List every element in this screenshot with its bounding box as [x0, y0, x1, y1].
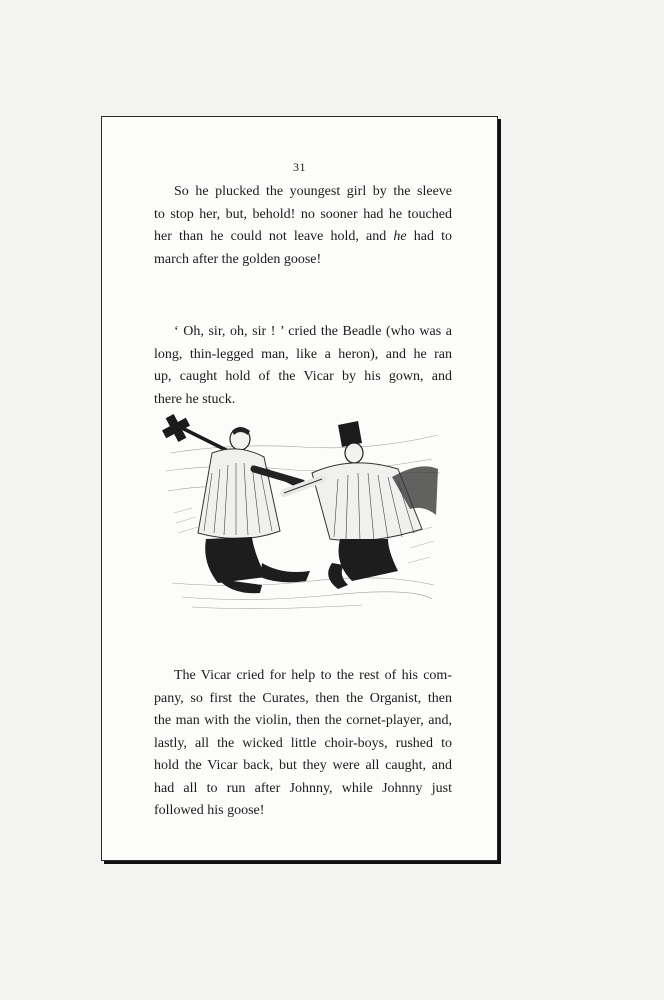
page-number: 31: [293, 160, 306, 174]
text-line: lastly, all the wicked little choir-boys, rushed to: [154, 735, 452, 751]
text-line: to stop her, but, behold! no sooner had he touched: [154, 206, 452, 222]
paragraph-beadle: [154, 321, 452, 411]
text-line: The Vicar cried for help to the rest of his com-: [174, 668, 452, 683]
illustration-beadle-and-vicar: [162, 413, 444, 615]
text-line: [154, 226, 452, 249]
text-line: followed his goose!: [154, 803, 265, 818]
vicar-figure: [198, 427, 310, 593]
text-line: So he plucked the youngest girl by the sleeve: [174, 184, 452, 199]
text-line: hold the Vicar back, but they were all caught, and: [154, 758, 452, 773]
text-segment: her than he could not leave hold, and: [154, 229, 387, 244]
italic-emphasis: he: [393, 229, 407, 244]
text-line: the man with the violin, then the cornet-player, and,: [154, 713, 452, 728]
text-line: there he stuck.: [154, 391, 236, 407]
text-line: pany, so first the Curates, then the Organist, then: [154, 690, 452, 706]
text-line: had all to run after Johnny, while Johnny just: [154, 780, 452, 796]
beadle-figure: [284, 421, 438, 589]
paragraph-plucked-sleeve: [154, 181, 452, 271]
text-line: march after the golden goose!: [154, 251, 322, 267]
text-line: up, caught hold of the Vicar by his gown, and: [154, 369, 452, 384]
book-page: [101, 116, 498, 861]
text-line: long, thin-legged man, like a heron), and he ran: [154, 346, 452, 362]
text-segment: had to: [413, 229, 453, 244]
text-line: ‘ Oh, sir, oh, sir ! ’ cried the Beadle (who was a: [174, 324, 452, 339]
paragraph-vicar-cried: [154, 665, 452, 823]
